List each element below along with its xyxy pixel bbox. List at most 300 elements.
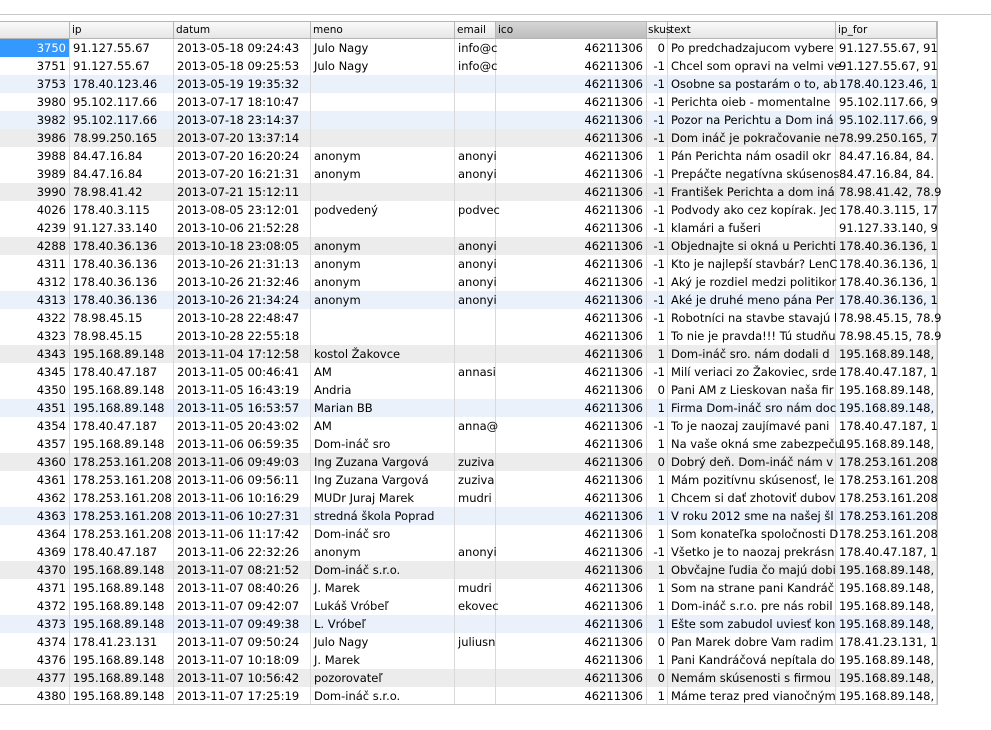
cell-meno[interactable]: anonym <box>311 165 455 183</box>
cell-ip[interactable]: 195.168.89.148 <box>70 687 174 705</box>
cell-datum[interactable]: 2013-10-28 22:55:18 <box>174 327 311 345</box>
cell-meno[interactable]: anonym <box>311 273 455 291</box>
cell-skus[interactable]: 1 <box>647 399 668 417</box>
cell-datum[interactable]: 2013-11-06 22:32:26 <box>174 543 311 561</box>
cell-datum[interactable]: 2013-11-06 10:16:29 <box>174 489 311 507</box>
cell-skus[interactable]: 1 <box>647 597 668 615</box>
cell-ip[interactable]: 195.168.89.148 <box>70 561 174 579</box>
cell-ip-for[interactable]: 78.99.250.165, 7 <box>836 129 937 147</box>
table-row[interactable] <box>0 435 937 453</box>
cell-datum[interactable]: 2013-10-28 22:48:47 <box>174 309 311 327</box>
cell-ico[interactable]: 46211306 <box>496 345 647 363</box>
cell-ico[interactable]: 46211306 <box>496 201 647 219</box>
cell-datum[interactable]: 2013-07-18 23:14:37 <box>174 111 311 129</box>
cell-id[interactable]: 4312 <box>0 273 70 291</box>
cell-id[interactable]: 3753 <box>0 75 70 93</box>
cell-text[interactable]: Chcem si dať zhotoviť dubov <box>668 489 836 507</box>
cell-ip[interactable]: 178.40.47.187 <box>70 543 174 561</box>
cell-text[interactable]: Po predchadzajucom vybere <box>668 39 836 57</box>
cell-text[interactable]: Prepáčte negatívna skúsenos <box>668 165 836 183</box>
cell-id[interactable]: 4360 <box>0 453 70 471</box>
cell-ico[interactable]: 46211306 <box>496 75 647 93</box>
cell-text[interactable]: Osobne sa postarám o to, ab <box>668 75 836 93</box>
cell-datum[interactable]: 2013-11-07 10:18:09 <box>174 651 311 669</box>
cell-ico[interactable]: 46211306 <box>496 93 647 111</box>
cell-ico[interactable]: 46211306 <box>496 525 647 543</box>
cell-ip[interactable]: 178.40.47.187 <box>70 417 174 435</box>
cell-meno[interactable]: Dom-ináč sro <box>311 525 455 543</box>
column-header-skus[interactable]: skus <box>648 24 672 36</box>
cell-ico[interactable]: 46211306 <box>496 309 647 327</box>
table-row[interactable] <box>0 345 937 363</box>
cell-text[interactable]: Podvody ako cez kopírak. Jec <box>668 201 836 219</box>
cell-ico[interactable]: 46211306 <box>496 219 647 237</box>
cell-ip-for[interactable]: 78.98.41.42, 78.9 <box>836 183 937 201</box>
table-row[interactable] <box>0 417 937 435</box>
cell-ip[interactable]: 195.168.89.148 <box>70 345 174 363</box>
cell-ip[interactable]: 91.127.55.67 <box>70 39 174 57</box>
cell-skus[interactable]: 1 <box>647 489 668 507</box>
cell-skus[interactable]: 1 <box>647 651 668 669</box>
cell-ip[interactable]: 195.168.89.148 <box>70 399 174 417</box>
cell-ip[interactable]: 195.168.89.148 <box>70 651 174 669</box>
cell-ip[interactable]: 195.168.89.148 <box>70 435 174 453</box>
cell-datum[interactable]: 2013-05-18 09:24:43 <box>174 39 311 57</box>
table-row[interactable] <box>0 327 942 345</box>
cell-text[interactable]: Dobrý deň. Dom-ináč nám v <box>668 453 836 471</box>
cell-skus[interactable]: 1 <box>647 507 668 525</box>
cell-ico[interactable]: 46211306 <box>496 615 647 633</box>
cell-ip-for[interactable]: 178.253.161.208 <box>836 453 937 471</box>
cell-meno[interactable]: Ing Zuzana Vargová <box>311 453 455 471</box>
cell-email[interactable] <box>455 525 496 543</box>
cell-id[interactable]: 3986 <box>0 129 70 147</box>
cell-skus[interactable]: 1 <box>647 579 668 597</box>
cell-meno[interactable]: pozorovateľ <box>311 669 455 687</box>
cell-text[interactable]: klamári a fušeri <box>668 219 836 237</box>
cell-meno[interactable]: podvedený <box>311 201 455 219</box>
cell-datum[interactable]: 2013-07-21 15:12:11 <box>174 183 311 201</box>
table-row[interactable] <box>0 525 937 543</box>
cell-ico[interactable]: 46211306 <box>496 651 647 669</box>
cell-ip-for[interactable]: 95.102.117.66, 9 <box>836 111 937 129</box>
cell-id[interactable]: 4376 <box>0 651 70 669</box>
table-row[interactable] <box>0 561 937 579</box>
cell-text[interactable]: Pani Kandráčová nepítala do <box>668 651 836 669</box>
cell-datum[interactable]: 2013-11-05 00:46:41 <box>174 363 311 381</box>
cell-ip-for[interactable]: 178.40.36.136, 1 <box>836 237 937 255</box>
cell-id[interactable]: 3982 <box>0 111 70 129</box>
cell-ip-for[interactable]: 195.168.89.148, <box>836 381 937 399</box>
cell-ip-for[interactable]: 178.41.23.131, 1 <box>836 633 937 651</box>
cell-ip-for[interactable]: 195.168.89.148, <box>836 435 937 453</box>
cell-ip[interactable]: 178.253.161.208 <box>70 525 174 543</box>
cell-text[interactable]: Mám pozitívnu skúsenosť, le <box>668 471 836 489</box>
cell-email[interactable]: annasi <box>455 363 496 381</box>
table-row[interactable] <box>0 363 937 381</box>
cell-datum[interactable]: 2013-10-18 23:08:05 <box>174 237 311 255</box>
cell-email[interactable] <box>455 327 496 345</box>
cell-meno[interactable]: L. Vróbeľ <box>311 615 455 633</box>
table-row[interactable] <box>0 39 937 57</box>
cell-ip[interactable]: 178.40.123.46 <box>70 75 174 93</box>
table-row[interactable] <box>0 147 937 165</box>
cell-email[interactable] <box>455 111 496 129</box>
column-header-meno[interactable]: meno <box>311 22 455 38</box>
cell-ico[interactable]: 46211306 <box>496 471 647 489</box>
cell-id[interactable]: 4377 <box>0 669 70 687</box>
cell-ip[interactable]: 195.168.89.148 <box>70 579 174 597</box>
cell-ico[interactable]: 46211306 <box>496 597 647 615</box>
cell-datum[interactable]: 2013-11-06 09:49:03 <box>174 453 311 471</box>
cell-meno[interactable] <box>311 111 455 129</box>
cell-text[interactable]: František Perichta a dom iná <box>668 183 836 201</box>
cell-datum[interactable]: 2013-07-20 13:37:14 <box>174 129 311 147</box>
cell-id[interactable]: 3750 <box>0 39 70 57</box>
cell-text[interactable]: Chcel som opravi na velmi ve <box>668 57 836 75</box>
column-header-text[interactable]: text <box>668 22 836 38</box>
cell-meno[interactable]: anonym <box>311 147 455 165</box>
cell-email[interactable] <box>455 129 496 147</box>
column-header-ico[interactable]: ico <box>496 22 647 38</box>
cell-ip[interactable]: 95.102.117.66 <box>70 93 174 111</box>
cell-skus[interactable]: -1 <box>647 291 668 309</box>
cell-id[interactable]: 4361 <box>0 471 70 489</box>
cell-datum[interactable]: 2013-11-05 16:53:57 <box>174 399 311 417</box>
cell-skus[interactable]: -1 <box>647 309 668 327</box>
table-row[interactable] <box>0 579 937 597</box>
cell-meno[interactable]: anonym <box>311 543 455 561</box>
cell-datum[interactable]: 2013-11-06 11:17:42 <box>174 525 311 543</box>
cell-email[interactable] <box>455 381 496 399</box>
cell-ip-for[interactable]: 195.168.89.148, <box>836 687 937 705</box>
cell-id[interactable]: 4345 <box>0 363 70 381</box>
cell-meno[interactable]: Dom-ináč sro <box>311 435 455 453</box>
cell-ico[interactable]: 46211306 <box>496 453 647 471</box>
cell-ip[interactable]: 178.40.47.187 <box>70 363 174 381</box>
cell-skus[interactable]: 1 <box>647 615 668 633</box>
cell-ip[interactable]: 195.168.89.148 <box>70 669 174 687</box>
cell-ip-for[interactable]: 91.127.55.67, 91 <box>836 57 937 75</box>
cell-ip-for[interactable]: 78.98.45.15, 78.9 <box>836 309 937 327</box>
cell-meno[interactable]: Ing Zuzana Vargová <box>311 471 455 489</box>
cell-ip[interactable]: 178.253.161.208 <box>70 507 174 525</box>
cell-text[interactable]: Dom-ináč s.r.o. pre nás robil <box>668 597 836 615</box>
cell-meno[interactable] <box>311 219 455 237</box>
cell-ip-for[interactable]: 178.253.161.208 <box>836 507 937 525</box>
cell-ico[interactable]: 46211306 <box>496 327 647 345</box>
cell-ip-for[interactable]: 84.47.16.84, 84. <box>836 165 937 183</box>
cell-text[interactable]: Na vaše okná sme zabezpeču <box>668 435 836 453</box>
cell-ico[interactable]: 46211306 <box>496 147 647 165</box>
cell-ip-for[interactable]: 195.168.89.148, <box>836 597 937 615</box>
cell-text[interactable]: To je naozaj zaujímavé pani <box>668 417 836 435</box>
cell-email[interactable] <box>455 399 496 417</box>
cell-ip[interactable]: 178.40.3.115 <box>70 201 174 219</box>
cell-skus[interactable]: -1 <box>647 363 668 381</box>
cell-email[interactable]: zuziva <box>455 453 496 471</box>
table-row[interactable] <box>0 255 937 273</box>
column-header-datum[interactable]: datum <box>174 22 311 38</box>
cell-datum[interactable]: 2013-05-19 19:35:32 <box>174 75 311 93</box>
cell-text[interactable]: Kto je najlepší stavbár? LenC <box>668 255 836 273</box>
cell-ico[interactable]: 46211306 <box>496 561 647 579</box>
cell-meno[interactable]: Dom-ináč s.r.o. <box>311 561 455 579</box>
cell-text[interactable]: Máme teraz pred vianočným <box>668 687 836 705</box>
table-row[interactable] <box>0 669 937 687</box>
cell-meno[interactable]: anonym <box>311 291 455 309</box>
cell-email[interactable] <box>455 183 496 201</box>
cell-ip[interactable]: 178.253.161.208 <box>70 489 174 507</box>
cell-id[interactable]: 4354 <box>0 417 70 435</box>
cell-skus[interactable]: -1 <box>647 273 668 291</box>
table-row[interactable] <box>0 129 937 147</box>
cell-datum[interactable]: 2013-08-05 23:12:01 <box>174 201 311 219</box>
cell-ip[interactable]: 91.127.55.67 <box>70 57 174 75</box>
cell-ip-for[interactable]: 91.127.33.140, 9 <box>836 219 937 237</box>
cell-skus[interactable]: -1 <box>647 237 668 255</box>
cell-email[interactable]: zuziva <box>455 471 496 489</box>
cell-text[interactable]: Ešte som zabudol uviesť kon <box>668 615 836 633</box>
cell-skus[interactable]: -1 <box>647 219 668 237</box>
cell-ico[interactable]: 46211306 <box>496 579 647 597</box>
table-row[interactable] <box>0 453 937 471</box>
cell-meno[interactable]: kostol Žakovce <box>311 345 455 363</box>
cell-ip[interactable]: 178.40.36.136 <box>70 273 174 291</box>
cell-ip[interactable]: 84.47.16.84 <box>70 165 174 183</box>
cell-skus[interactable]: 0 <box>647 381 668 399</box>
cell-text[interactable]: Firma Dom-ináč sro nám doc <box>668 399 836 417</box>
cell-ip[interactable]: 178.253.161.208 <box>70 453 174 471</box>
cell-meno[interactable] <box>311 183 455 201</box>
cell-skus[interactable]: 1 <box>647 525 668 543</box>
cell-id[interactable]: 4364 <box>0 525 70 543</box>
cell-email[interactable] <box>455 435 496 453</box>
table-row[interactable] <box>0 309 942 327</box>
cell-ico[interactable]: 46211306 <box>496 633 647 651</box>
cell-email[interactable] <box>455 345 496 363</box>
cell-datum[interactable]: 2013-10-26 21:34:24 <box>174 291 311 309</box>
cell-datum[interactable]: 2013-11-07 17:25:19 <box>174 687 311 705</box>
cell-ip-for[interactable]: 195.168.89.148, <box>836 561 937 579</box>
cell-datum[interactable]: 2013-11-05 16:43:19 <box>174 381 311 399</box>
cell-email[interactable]: anna@ <box>455 417 496 435</box>
cell-datum[interactable]: 2013-11-07 08:21:52 <box>174 561 311 579</box>
cell-text[interactable]: Obvčajne ľudia čo majú dobi <box>668 561 836 579</box>
cell-id[interactable]: 4369 <box>0 543 70 561</box>
cell-ip-for[interactable]: 178.40.123.46, 1 <box>836 75 937 93</box>
cell-id[interactable]: 4372 <box>0 597 70 615</box>
cell-ip-for[interactable]: 178.40.47.187, 1 <box>836 543 937 561</box>
cell-skus[interactable]: 1 <box>647 561 668 579</box>
cell-meno[interactable] <box>311 327 455 345</box>
cell-id[interactable]: 4323 <box>0 327 70 345</box>
cell-id[interactable]: 4026 <box>0 201 70 219</box>
cell-text[interactable]: Milí veriaci zo Žakoviec, srde <box>668 363 836 381</box>
cell-ip[interactable]: 178.40.36.136 <box>70 291 174 309</box>
cell-meno[interactable]: Marian BB <box>311 399 455 417</box>
cell-email[interactable] <box>455 507 496 525</box>
cell-id[interactable]: 4239 <box>0 219 70 237</box>
cell-ico[interactable]: 46211306 <box>496 57 647 75</box>
cell-ip-for[interactable]: 178.40.36.136, 1 <box>836 273 937 291</box>
column-header-id[interactable] <box>0 22 70 38</box>
cell-datum[interactable]: 2013-11-06 09:56:11 <box>174 471 311 489</box>
column-header-ip-for[interactable]: ip_for <box>836 22 937 38</box>
cell-meno[interactable]: Julo Nagy <box>311 633 455 651</box>
cell-email[interactable] <box>455 93 496 111</box>
cell-text[interactable]: Dom ináč je pokračovanie ne <box>668 129 836 147</box>
cell-id[interactable]: 4380 <box>0 687 70 705</box>
cell-text[interactable]: Všetko je to naozaj prekrásn <box>668 543 836 561</box>
cell-meno[interactable]: Lukáš Vróbeľ <box>311 597 455 615</box>
cell-skus[interactable]: 1 <box>647 327 668 345</box>
cell-ip-for[interactable]: 78.98.45.15, 78.9 <box>836 327 937 345</box>
cell-email[interactable]: anonyi <box>455 237 496 255</box>
cell-text[interactable]: Perichta oieb - momentalne <box>668 93 836 111</box>
cell-ip-for[interactable]: 178.40.3.115, 17 <box>836 201 937 219</box>
cell-ico[interactable]: 46211306 <box>496 111 647 129</box>
cell-datum[interactable]: 2013-10-26 21:32:46 <box>174 273 311 291</box>
cell-skus[interactable]: -1 <box>647 417 668 435</box>
table-row[interactable] <box>0 93 937 111</box>
table-row[interactable] <box>0 381 937 399</box>
table-row[interactable] <box>0 399 937 417</box>
cell-meno[interactable]: Dom-ináč s.r.o. <box>311 687 455 705</box>
cell-text[interactable]: Pani AM z Lieskovan naša fir <box>668 381 836 399</box>
cell-ico[interactable]: 46211306 <box>496 255 647 273</box>
cell-ip[interactable]: 178.40.36.136 <box>70 255 174 273</box>
cell-ip-for[interactable]: 195.168.89.148, <box>836 669 937 687</box>
column-header-ip[interactable]: ip <box>70 22 174 38</box>
cell-text[interactable]: Robotníci na stavbe stavajú l <box>668 309 836 327</box>
table-row[interactable] <box>0 489 937 507</box>
cell-datum[interactable]: 2013-10-26 21:31:13 <box>174 255 311 273</box>
table-row[interactable] <box>0 633 937 651</box>
cell-email[interactable]: mudri <box>455 489 496 507</box>
cell-ip-for[interactable]: 178.40.47.187, 1 <box>836 363 937 381</box>
cell-email[interactable]: anonyi <box>455 255 496 273</box>
cell-skus[interactable]: -1 <box>647 57 668 75</box>
cell-ip[interactable]: 178.253.161.208 <box>70 471 174 489</box>
cell-ip[interactable]: 178.40.36.136 <box>70 237 174 255</box>
cell-email[interactable]: anonyi <box>455 147 496 165</box>
cell-id[interactable]: 3980 <box>0 93 70 111</box>
cell-datum[interactable]: 2013-05-18 09:25:53 <box>174 57 311 75</box>
cell-email[interactable]: podvec <box>455 201 496 219</box>
cell-ip-for[interactable]: 95.102.117.66, 9 <box>836 93 937 111</box>
cell-datum[interactable]: 2013-11-07 09:49:38 <box>174 615 311 633</box>
cell-id[interactable]: 3990 <box>0 183 70 201</box>
cell-ip-for[interactable]: 195.168.89.148, <box>836 399 937 417</box>
cell-email[interactable] <box>455 687 496 705</box>
cell-ip-for[interactable]: 178.40.47.187, 1 <box>836 417 937 435</box>
cell-meno[interactable]: MUDr Juraj Marek <box>311 489 455 507</box>
cell-text[interactable]: Dom-ináč sro. nám dodali d <box>668 345 836 363</box>
cell-ip-for[interactable]: 178.253.161.208 <box>836 471 937 489</box>
table-row[interactable] <box>0 219 937 237</box>
cell-ip[interactable]: 91.127.33.140 <box>70 219 174 237</box>
cell-skus[interactable]: -1 <box>647 543 668 561</box>
cell-ip-for[interactable]: 91.127.55.67, 91 <box>836 39 937 57</box>
cell-id[interactable]: 4322 <box>0 309 70 327</box>
cell-datum[interactable]: 2013-11-05 20:43:02 <box>174 417 311 435</box>
cell-id[interactable]: 4362 <box>0 489 70 507</box>
cell-email[interactable]: info@c <box>455 39 496 57</box>
cell-email[interactable]: info@c <box>455 57 496 75</box>
cell-ico[interactable]: 46211306 <box>496 507 647 525</box>
cell-email[interactable]: anonyi <box>455 291 496 309</box>
table-row[interactable] <box>0 507 937 525</box>
cell-id[interactable]: 4371 <box>0 579 70 597</box>
cell-ico[interactable]: 46211306 <box>496 291 647 309</box>
cell-skus[interactable]: 0 <box>647 669 668 687</box>
table-row[interactable] <box>0 615 937 633</box>
cell-text[interactable]: Pán Perichta nám osadil okr <box>668 147 836 165</box>
cell-text[interactable]: Pozor na Perichtu a Dom iná <box>668 111 836 129</box>
table-row[interactable] <box>0 165 937 183</box>
cell-ico[interactable]: 46211306 <box>496 129 647 147</box>
cell-email[interactable] <box>455 75 496 93</box>
cell-id[interactable]: 4373 <box>0 615 70 633</box>
cell-ip[interactable]: 195.168.89.148 <box>70 381 174 399</box>
cell-id[interactable]: 4351 <box>0 399 70 417</box>
cell-ip[interactable]: 195.168.89.148 <box>70 615 174 633</box>
cell-meno[interactable]: Andria <box>311 381 455 399</box>
cell-datum[interactable]: 2013-11-07 10:56:42 <box>174 669 311 687</box>
table-row[interactable] <box>0 291 937 309</box>
cell-ip-for[interactable]: 195.168.89.148, <box>836 651 937 669</box>
cell-ico[interactable]: 46211306 <box>496 165 647 183</box>
cell-text[interactable]: Pan Marek dobre Vam radim <box>668 633 836 651</box>
table-row[interactable] <box>0 111 937 129</box>
cell-ico[interactable]: 46211306 <box>496 435 647 453</box>
cell-email[interactable]: anonyi <box>455 543 496 561</box>
cell-id[interactable]: 4357 <box>0 435 70 453</box>
cell-meno[interactable] <box>311 309 455 327</box>
cell-meno[interactable]: AM <box>311 363 455 381</box>
cell-skus[interactable]: 1 <box>647 147 668 165</box>
cell-meno[interactable]: J. Marek <box>311 651 455 669</box>
cell-meno[interactable]: J. Marek <box>311 579 455 597</box>
cell-ico[interactable]: 46211306 <box>496 39 647 57</box>
table-row[interactable] <box>0 687 937 705</box>
cell-ico[interactable]: 46211306 <box>496 417 647 435</box>
cell-text[interactable]: Aký je rozdiel medzi politikor <box>668 273 836 291</box>
cell-datum[interactable]: 2013-11-07 08:40:26 <box>174 579 311 597</box>
table-row[interactable] <box>0 471 937 489</box>
cell-meno[interactable]: stredná škola Poprad <box>311 507 455 525</box>
cell-datum[interactable]: 2013-11-06 06:59:35 <box>174 435 311 453</box>
cell-ip[interactable]: 78.99.250.165 <box>70 129 174 147</box>
cell-ico[interactable]: 46211306 <box>496 687 647 705</box>
cell-skus[interactable]: -1 <box>647 183 668 201</box>
cell-ip-for[interactable]: 84.47.16.84, 84. <box>836 147 937 165</box>
cell-meno[interactable]: anonym <box>311 237 455 255</box>
cell-skus[interactable]: -1 <box>647 165 668 183</box>
cell-ico[interactable]: 46211306 <box>496 237 647 255</box>
cell-datum[interactable]: 2013-11-07 09:42:07 <box>174 597 311 615</box>
cell-id[interactable]: 3751 <box>0 57 70 75</box>
cell-email[interactable] <box>455 669 496 687</box>
cell-meno[interactable] <box>311 129 455 147</box>
cell-skus[interactable]: 0 <box>647 39 668 57</box>
cell-meno[interactable]: Julo Nagy <box>311 39 455 57</box>
cell-id[interactable]: 3989 <box>0 165 70 183</box>
cell-email[interactable]: ekovec <box>455 597 496 615</box>
cell-text[interactable]: To nie je pravda!!! Tú studňu <box>668 327 836 345</box>
cell-id[interactable]: 4370 <box>0 561 70 579</box>
